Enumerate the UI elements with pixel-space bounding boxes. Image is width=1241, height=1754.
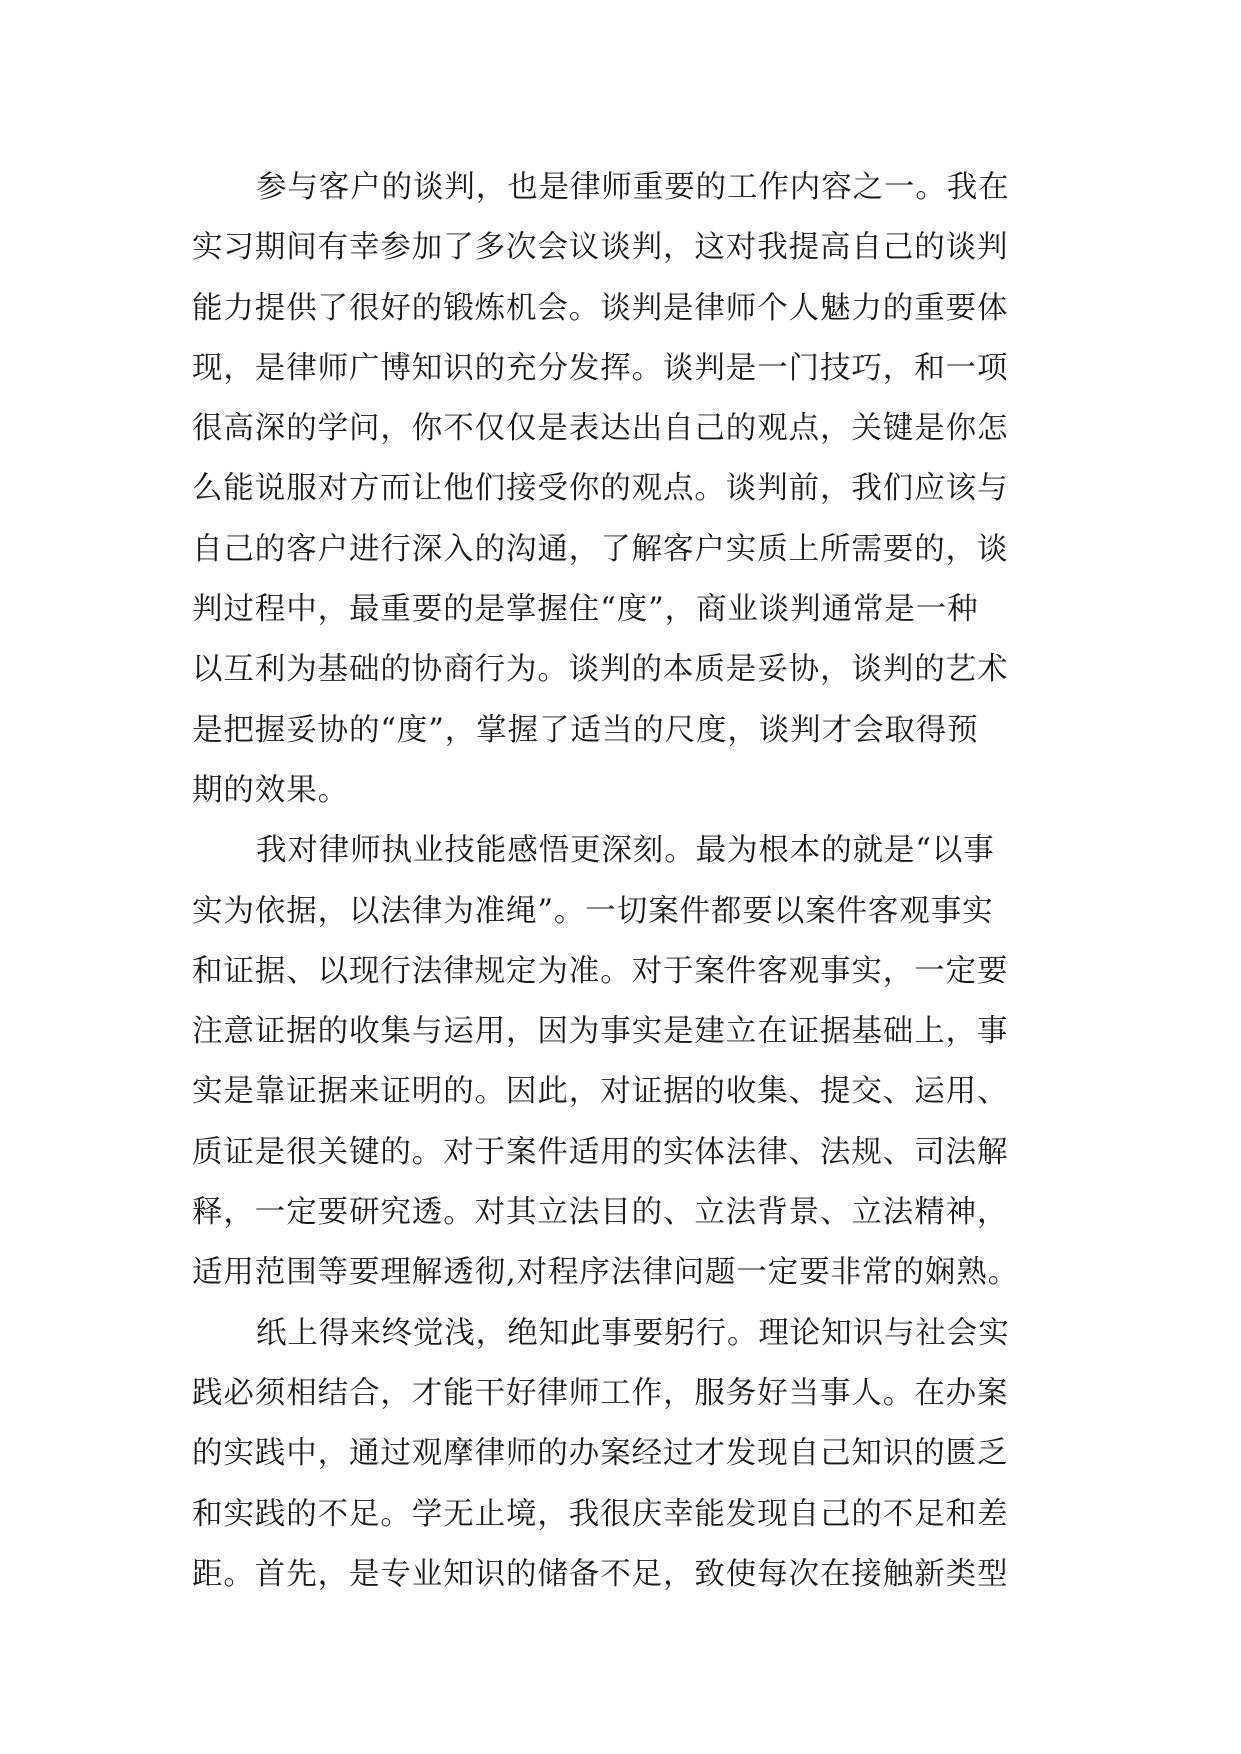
text-line: 我对律师执业技能感悟更深刻。最为根本的就是“以事 [256,833,995,869]
text-line: 和证据、以现行法律规定为准。对于案件客观事实，一定要 [192,953,1009,989]
text-line: 质证是很关键的。对于案件适用的实体法律、法规、司法解 [192,1134,1009,1170]
body-text [192,158,1072,1605]
text-line: 适用范围等要理解透彻,对程序法律问题一定要非常的娴熟。 [192,1255,1019,1291]
text-line: 的实践中，通过观摩律师的办案经过才发现自己知识的匮乏 [192,1436,1009,1472]
text-line: 注意证据的收集与运用，因为事实是建立在证据基础上，事 [192,1014,1009,1050]
text-line: 以互利为基础的协商行为。谈判的本质是妥协，谈判的艺术 [192,652,1009,688]
text-line: 么能说服对方而让他们接受你的观点。谈判前，我们应该与 [192,471,1009,507]
text-line: 期的效果。 [192,772,349,808]
text-line: 和实践的不足。学无止境，我很庆幸能发现自己的不足和差 [192,1496,1009,1532]
text-line: 判过程中，最重要的是掌握住“度”，商业谈判通常是一种 [192,592,979,628]
text-line: 实为依据，以法律为准绳”。一切案件都要以案件客观事实 [192,893,994,929]
text-line: 现，是律师广博知识的充分发挥。谈判是一门技巧，和一项 [192,350,1009,386]
paragraph-negotiation [192,158,1072,821]
text-line: 很高深的学问，你不仅仅是表达出自己的观点，关键是你怎 [192,411,1009,447]
text-line: 纸上得来终觉浅，绝知此事要躬行。理论知识与社会实 [256,1315,1010,1351]
paragraph-theory-and-practice [192,1304,1072,1605]
text-line: 实是靠证据来证明的。因此，对证据的收集、提交、运用、 [192,1074,1009,1110]
text-line: 能力提供了很好的锻炼机会。谈判是律师个人魅力的重要体 [192,290,1009,326]
text-line: 实习期间有幸参加了多次会议谈判，这对我提高自己的谈判 [192,230,1009,266]
text-line: 践必须相结合，才能干好律师工作，服务好当事人。在办案 [192,1375,1009,1411]
text-line: 释，一定要研究透。对其立法目的、立法背景、立法精神， [192,1195,1009,1231]
paragraph-practice-skills [192,821,1072,1303]
text-line: 参与客户的谈判，也是律师重要的工作内容之一。我在 [256,170,1010,205]
text-line: 距。首先，是专业知识的储备不足，致使每次在接触新类型 [192,1556,1009,1592]
text-line: 是把握妥协的“度”，掌握了适当的尺度，谈判才会取得预 [192,712,979,748]
text-line: 自己的客户进行深入的沟通，了解客户实质上所需要的，谈 [192,531,1009,567]
